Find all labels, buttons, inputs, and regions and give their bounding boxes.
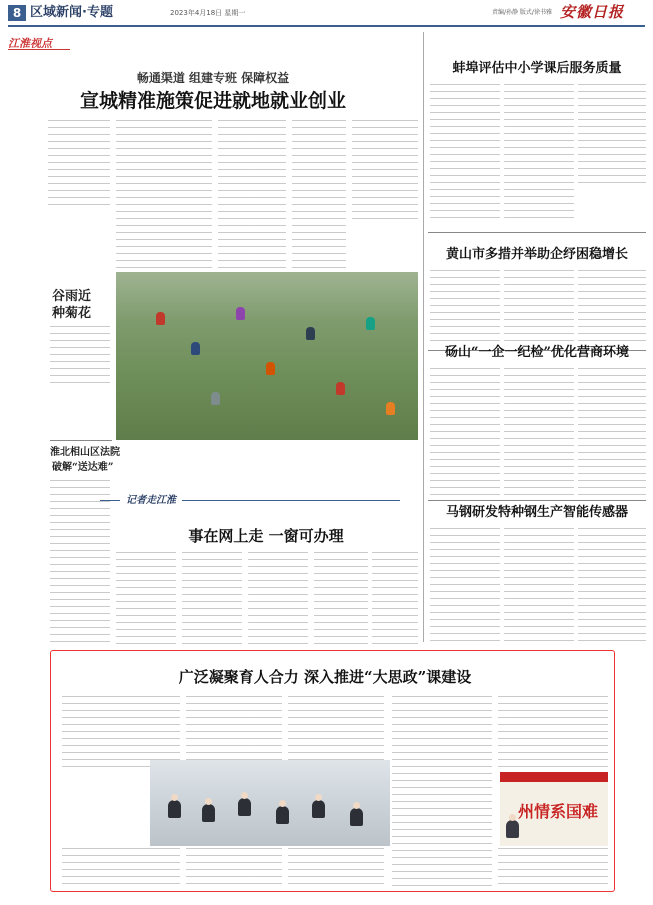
column-tag [8,32,70,50]
right-story-1-col-3 [578,84,646,184]
worker-figure [211,392,220,405]
issue-date: 2023年4月18日 星期一 [170,9,246,17]
student-figure [312,800,325,818]
chrysanthemum-field-photo [116,272,418,440]
photo-caption-text [50,326,110,388]
student-face [315,794,322,801]
bottom-story-col-3 [288,696,384,768]
lead-body-column-4 [292,120,346,270]
center-story-col-4 [314,552,368,644]
divider [50,440,112,441]
center-story-col-1 [116,552,176,644]
bottom-story-col-4 [392,696,492,888]
right-story-1-col-1 [430,84,500,224]
column-tag-text: 江淮视点 [8,37,52,50]
right-story-3-col-3 [578,368,646,496]
student-figure [168,800,181,818]
center-story-col-5 [372,552,418,644]
right-story-1-col-2 [504,84,574,224]
page-number-badge: 8 [8,5,26,21]
right-story-4-title: 马钢研发特种钢生产智能传感器 [445,505,628,520]
right-story-2-col-2 [504,270,574,346]
bottom-story-col-5 [498,696,608,768]
student-figure [276,806,289,824]
board-red-band [500,772,608,782]
column-divider [423,32,424,642]
center-story-title: 事在网上走 一窗可办理 [188,527,344,545]
student-face [241,792,248,799]
newspaper-logo: 安徽日报 [560,3,625,21]
center-story-col-3 [248,552,308,644]
right-story-4-col-3 [578,528,646,644]
worker-figure [366,317,375,330]
left-story-title-line2: 破解“送达难” [52,462,114,473]
photo-title-line1: 谷雨近 [52,289,92,304]
right-story-4-col-2 [504,528,574,644]
page-masthead [0,0,653,26]
lead-kicker: 畅通渠道 组建专班 保障权益 [136,71,290,85]
worker-figure [266,362,275,375]
right-story-3-title: 砀山“一企一纪检”优化营商环境 [445,345,629,360]
section-title: 区域新闻·专题 [30,5,113,20]
student-face [509,814,516,821]
bottom-story-col-2 [186,696,282,768]
board-lettering: 州情系国难 [518,802,599,821]
reporter-band [100,494,400,508]
student-figure [506,820,519,838]
right-story-3-col-2 [504,368,574,496]
lead-body-column-2 [116,120,212,270]
bottom-story-col-1 [62,696,180,768]
student-face [279,800,286,807]
student-face [205,798,212,805]
editor-credit: 责编/孙静 版式/徐书雅 [492,9,552,16]
classroom-photo [150,760,390,846]
right-story-2-title: 黄山市多措并举助企纾困稳增长 [445,247,628,262]
lead-body-column-1 [48,120,110,210]
student-face [171,794,178,801]
worker-figure [336,382,345,395]
divider [428,232,646,233]
worker-figure [386,402,395,415]
lead-body-column-3 [218,120,286,270]
worker-figure [306,327,315,340]
bottom-story-title: 广泛凝聚育人合力 深入推进“大思政”课建设 [178,668,472,686]
worker-figure [191,342,200,355]
student-figure [202,804,215,822]
worker-figure [236,307,245,320]
right-story-4-col-1 [430,528,500,644]
right-story-3-col-1 [430,368,500,496]
left-story-title-line1: 淮北相山区法院 [50,447,120,458]
right-story-1-title: 蚌埠评估中小学课后服务质量 [452,61,622,76]
right-story-2-col-1 [430,270,500,346]
header-rule [8,25,645,27]
lead-body-column-5 [352,120,418,224]
bottom-story-col-5b [498,848,608,888]
bottom-story-col-2b [186,848,282,888]
worker-figure [156,312,165,325]
student-face [353,802,360,809]
student-figure [350,808,363,826]
student-figure [238,798,251,816]
bottom-story-col-1b [62,848,180,888]
divider [428,500,646,501]
center-story-col-2 [182,552,242,644]
reporter-band-tag: 记者走江淮 [120,494,182,508]
photo-title-line2: 种菊花 [52,306,92,321]
right-story-2-col-3 [578,270,646,346]
classroom-board-photo [500,772,608,846]
bottom-story-col-3b [288,848,384,888]
lead-headline: 宣城精准施策促进就地就业创业 [79,90,346,112]
